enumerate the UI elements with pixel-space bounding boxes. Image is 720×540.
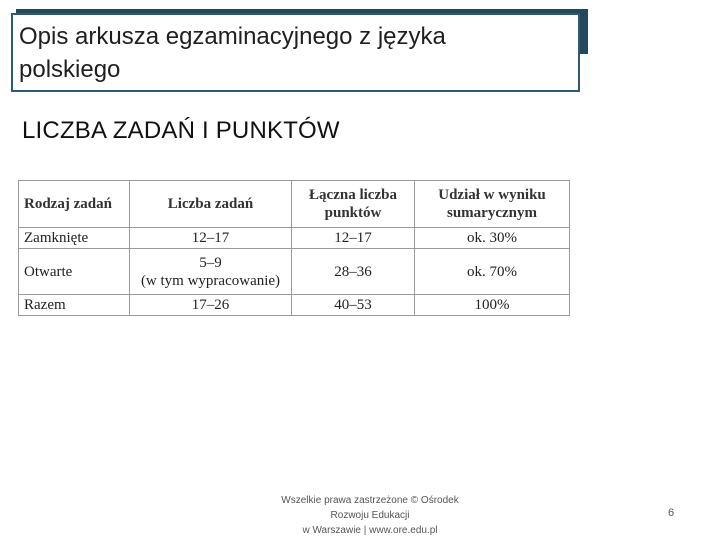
footer-line-3: w Warszawie | www.ore.edu.pl (302, 525, 438, 536)
table-row (19, 249, 570, 295)
table-row (19, 228, 570, 249)
tasks-points-table (18, 180, 569, 320)
title-box (11, 13, 580, 92)
cell-count (130, 249, 292, 295)
cell-count: 17–26 (130, 295, 292, 316)
cell-type: Razem (19, 295, 130, 316)
cell-count-value: 5–9 (199, 254, 222, 271)
cell-count: 12–17 (130, 228, 292, 249)
cell-share: ok. 70% (415, 249, 570, 295)
title-line-2: polskiego (19, 56, 121, 83)
header-total-points-line2: punktów (324, 205, 382, 221)
footer-line-2: Rozwoju Edukacji (330, 510, 410, 521)
cell-points: 28–36 (292, 249, 415, 295)
footer-line-1: Wszelkie prawa zastrzeżone © Ośrodek (281, 495, 459, 506)
header-task-count: Liczba zadań (130, 181, 292, 228)
header-total-points-line1: Łączna liczba (309, 187, 397, 203)
table-header-row (19, 181, 570, 228)
cell-type: Otwarte (19, 249, 130, 295)
cell-type: Zamknięte (19, 228, 130, 249)
page-number: 6 (668, 507, 675, 519)
cell-points: 12–17 (292, 228, 415, 249)
cell-share: ok. 30% (415, 228, 570, 249)
cell-points: 40–53 (292, 295, 415, 316)
cell-count-note: (w tym wypracowanie) (140, 272, 281, 289)
header-score-share-line2: sumarycznym (447, 205, 537, 221)
table-row (19, 295, 570, 316)
cell-share: 100% (415, 295, 570, 316)
header-score-share (415, 181, 570, 228)
footer-copyright (250, 493, 490, 538)
page-title (19, 20, 572, 86)
header-total-points (292, 181, 415, 228)
header-score-share-line1: Udział w wyniku (438, 187, 546, 203)
title-line-1: Opis arkusza egzaminacyjnego z języka (19, 23, 446, 50)
header-task-type: Rodzaj zadań (19, 181, 130, 228)
section-heading: LICZBA ZADAŃ I PUNKTÓW (22, 117, 340, 144)
